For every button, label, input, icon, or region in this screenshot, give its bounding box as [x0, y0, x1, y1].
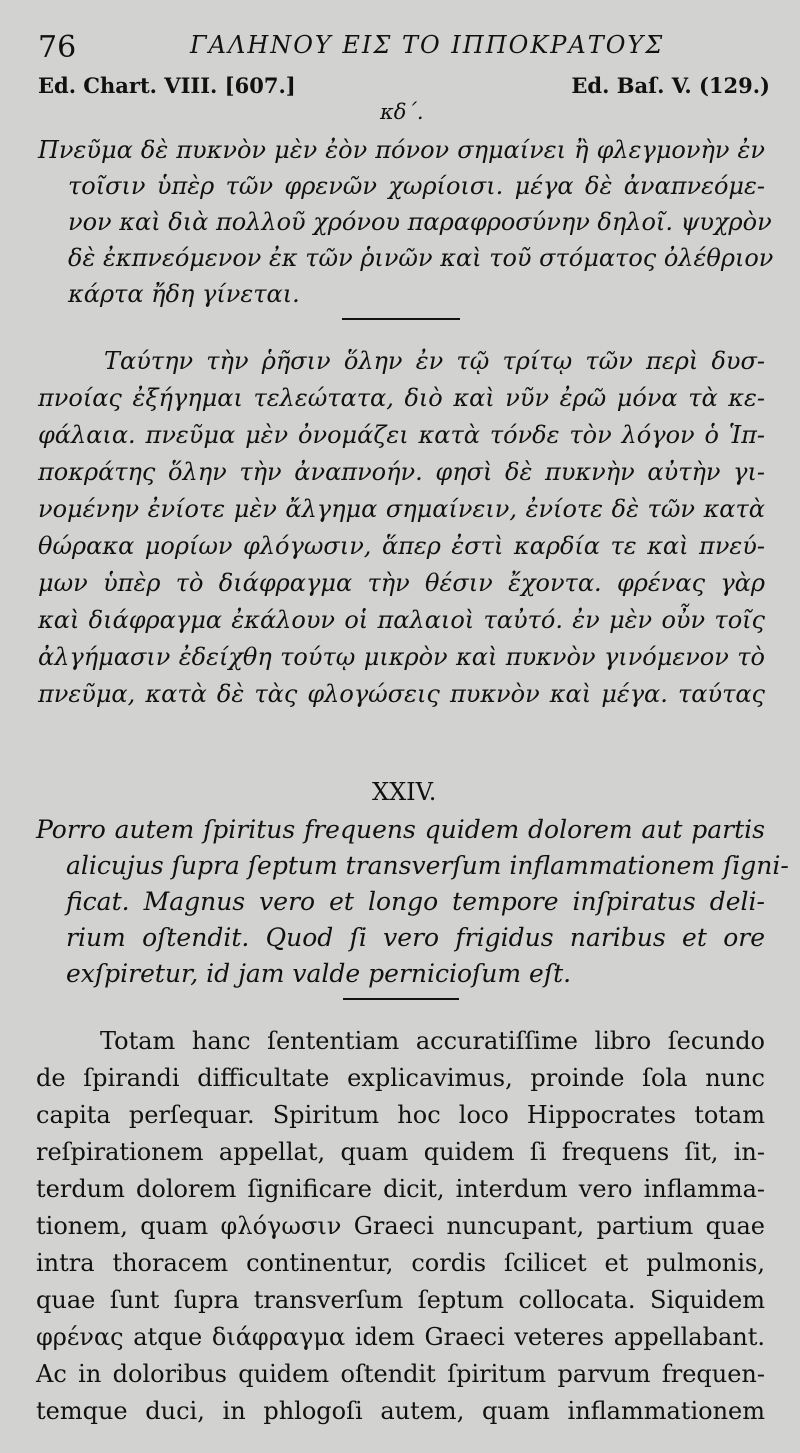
- greek-commentary-line: θώρακα μορίων φλόγωσιν, ἅπερ ἐστὶ καρδία τε καὶ πνεύ-: [38, 532, 765, 560]
- greek-aphorism-line: τοῖσιν ὑπὲρ τῶν φρενῶν χωρίοισι. μέγα δὲ ἀναπνεόμε-: [68, 172, 765, 200]
- latin-commentary-line: φρένας atque διάφραγμα idem Graeci veteres appellabant.: [36, 1323, 765, 1351]
- section-divider: [342, 318, 460, 320]
- greek-section-number: κδ΄.: [380, 100, 424, 124]
- greek-commentary-line: φάλαια. πνεῦμα μὲν ὀνομάζει κατὰ τόνδε τὸν λόγον ὁ Ἱπ-: [38, 421, 765, 449]
- latin-commentary-line: quae ſunt ſupra transverſum ſeptum collocata. Siquidem: [36, 1286, 765, 1314]
- latin-commentary-line: de ſpirandi difficultate explicavimus, proinde ſola nunc: [36, 1064, 765, 1092]
- latin-commentary-line: intra thoracem continentur, cordis ſcilicet et pulmonis,: [36, 1249, 765, 1277]
- edition-chartier: Ed. Chart. VIII. [607.]: [38, 73, 296, 98]
- latin-section-number: XXIV.: [372, 778, 437, 806]
- greek-aphorism-line: κάρτα ἤδη γίνεται.: [68, 280, 300, 308]
- greek-aphorism-line: Πνεῦμα δὲ πυκνὸν μὲν ἐὸν πόνον σημαίνει ἢ φλεγμονὴν ἐν: [38, 136, 765, 164]
- latin-aphorism-line: rium oſtendit. Quod ſi vero frigidus naribus et ore: [66, 923, 765, 952]
- latin-commentary-line: terdum dolorem ſignificare dicit, interdum vero inflamma-: [36, 1175, 765, 1203]
- latin-commentary-line: Totam hanc ſententiam accuratiſſime libro ſecundo: [100, 1027, 765, 1055]
- latin-commentary-line: temque duci, in phlogoſi autem, quam inflammationem: [36, 1397, 765, 1425]
- section-divider: [343, 998, 459, 1000]
- greek-aphorism-line: δὲ ἐκπνεόμενον ἐκ τῶν ῥινῶν καὶ τοῦ στόματος ὀλέθριον: [68, 244, 774, 272]
- greek-aphorism-line: νον καὶ διὰ πολλοῦ χρόνου παραφροσύνην δηλοῖ. ψυχρὸν: [68, 208, 772, 236]
- latin-aphorism-line: alicujus ſupra ſeptum transverſum inflammationem ſigni-: [66, 851, 789, 880]
- page-number: 76: [38, 30, 77, 65]
- greek-commentary-line: νομένην ἐνίοτε μὲν ἄλγημα σημαίνειν, ἐνίοτε δὲ τῶν κατὰ: [38, 495, 765, 523]
- latin-commentary-line: capita perſequar. Spiritum hoc loco Hippocrates totam: [36, 1101, 765, 1129]
- greek-commentary-line: Ταύτην τὴν ῥῆσιν ὅλην ἐν τῷ τρίτῳ τῶν περὶ δυσ-: [104, 347, 765, 375]
- greek-commentary-line: ποκράτης ὅλην τὴν ἀναπνοήν. φησὶ δὲ πυκνὴν αὐτὴν γι-: [38, 458, 765, 486]
- latin-commentary-line: Ac in doloribus quidem oſtendit ſpiritum parvum frequen-: [36, 1360, 765, 1388]
- greek-commentary-line: μων ὑπὲρ τὸ διάφραγμα τὴν θέσιν ἔχοντα. φρένας γὰρ: [38, 569, 765, 597]
- greek-commentary-line: ἀλγήμασιν ἐδείχθη τούτῳ μικρὸν καὶ πυκνὸν γινόμενον τὸ: [38, 643, 765, 671]
- edition-basel: Ed. Baſ. V. (129.): [571, 73, 770, 98]
- greek-commentary-line: πνοίας ἐξήγημαι τελεώτατα, διὸ καὶ νῦν ἐρῶ μόνα τὰ κε-: [38, 384, 765, 412]
- latin-commentary-line: reſpirationem appellat, quam quidem ſi frequens ſit, in-: [36, 1138, 765, 1166]
- greek-commentary-line: πνεῦμα, κατὰ δὲ τὰς φλογώσεις πυκνὸν καὶ μέγα. ταύτας: [38, 680, 765, 708]
- latin-aphorism-line: exſpiretur, id jam valde pernicioſum eſt.: [66, 959, 572, 988]
- running-title: ΓΑΛΗΝΟΥ ΕΙΣ ΤΟ ΙΠΠΟΚΡΑΤΟΥΣ: [190, 31, 665, 59]
- greek-commentary-line: καὶ διάφραγμα ἐκάλουν οἱ παλαιοὶ ταὐτό. ἐν μὲν οὖν τοῖς: [38, 606, 765, 634]
- latin-commentary-line: tionem, quam φλόγωσιν Graeci nuncupant, partium quae: [36, 1212, 765, 1240]
- latin-aphorism-line: ficat. Magnus vero et longo tempore inſpiratus deli-: [66, 887, 765, 916]
- latin-aphorism-line: Porro autem ſpiritus frequens quidem dolorem aut partis: [36, 815, 765, 844]
